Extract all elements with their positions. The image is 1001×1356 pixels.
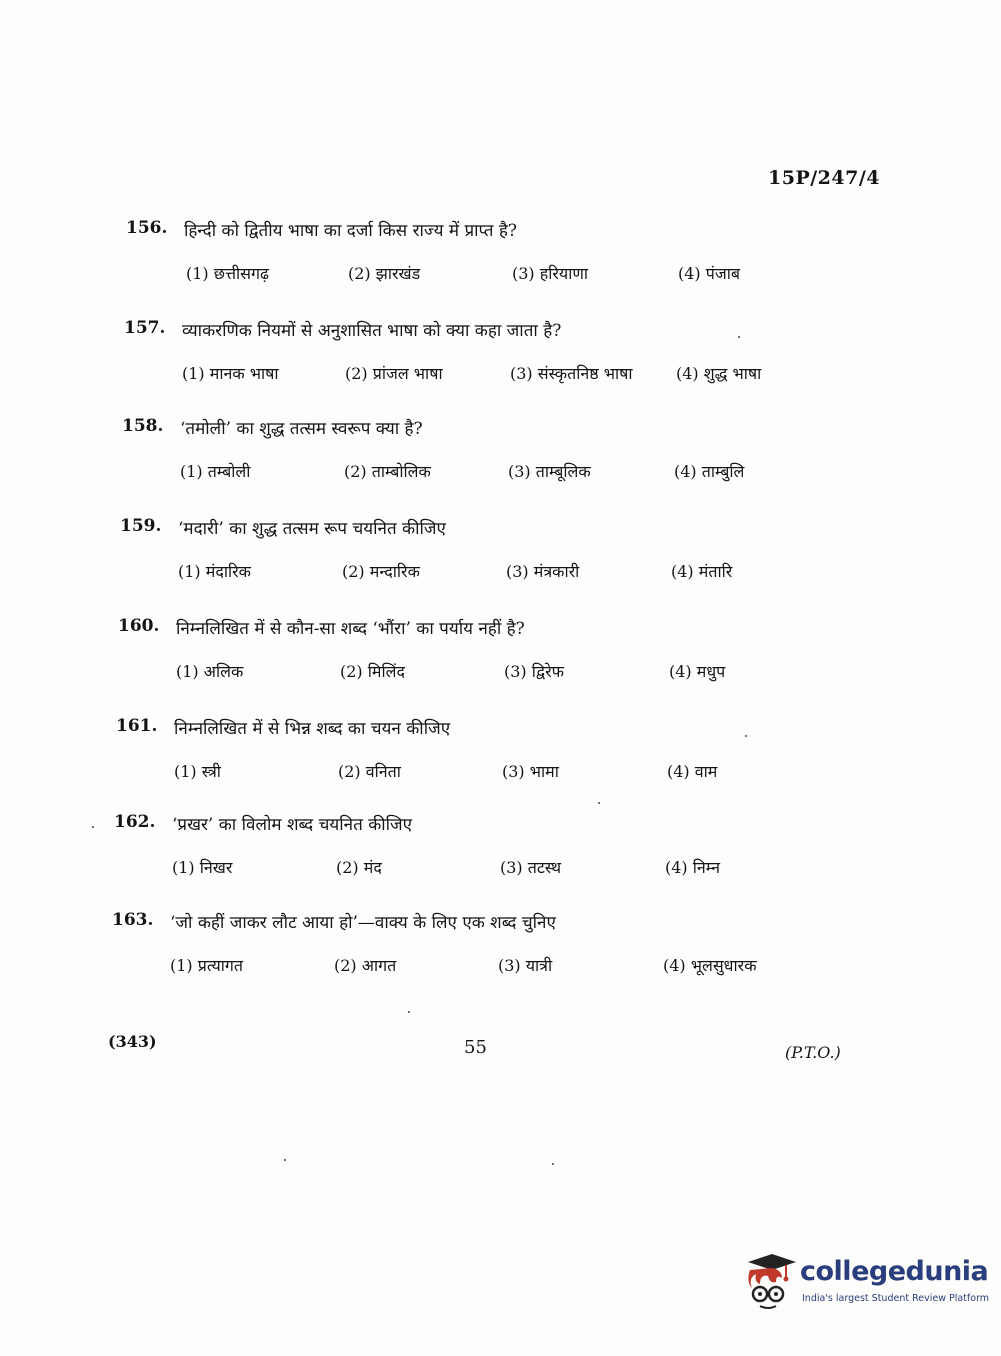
option-4: (4) निम्न (665, 858, 721, 877)
option-4: (4) मधुप (669, 662, 726, 681)
option-1: (1) मंदारिक (178, 562, 251, 581)
paper-code: 15P/247/4 (768, 167, 880, 189)
scan-speck (552, 1163, 554, 1165)
question-text: ‘मदारी’ का शुद्ध तत्सम रूप चयनित कीजिए (178, 519, 446, 539)
option-1: (1) निखर (172, 858, 233, 877)
question-number: 158. (122, 416, 164, 436)
option-2: (2) मिलिंद (340, 662, 405, 681)
option-3: (3) यात्री (498, 956, 553, 975)
question-text: ‘प्रखर’ का विलोम शब्द चयनित कीजिए (172, 815, 413, 835)
option-3: (3) हरियाणा (512, 264, 589, 283)
question-text: निम्नलिखित में से कौन-सा शब्द ‘भौंरा’ का पर्याय नहीं है? (176, 619, 525, 639)
question-number: 159. (120, 516, 162, 536)
option-3: (3) मंत्रकारी (506, 562, 580, 581)
question-text: हिन्दी को द्वितीय भाषा का दर्जा किस राज्य में प्राप्त है? (184, 221, 518, 241)
scan-speck (745, 735, 747, 737)
scan-speck (92, 826, 94, 828)
question-text: ‘जो कहीं जाकर लौट आया हो’—वाक्य के लिए एक शब्द चुनिए (170, 913, 556, 933)
option-2: (2) मंद (336, 858, 382, 877)
option-2: (2) वनिता (338, 762, 401, 781)
scan-speck (738, 336, 740, 338)
question-text: निम्नलिखित में से भिन्न शब्द का चयन कीजिए (174, 719, 451, 739)
option-4: (4) मंतारि (671, 562, 733, 581)
question-number: 161. (116, 716, 158, 736)
option-4: (4) ताम्बुलि (674, 462, 745, 481)
option-2: (2) मन्दारिक (342, 562, 420, 581)
option-1: (1) छत्तीसगढ़ (186, 264, 269, 283)
option-2: (2) प्रांजल भाषा (345, 364, 443, 383)
option-1: (1) प्रत्यागत (170, 956, 244, 975)
collegedunia-logo (742, 1252, 990, 1312)
question-text: ‘तमोली’ का शुद्ध तत्सम स्वरूप क्या है? (180, 419, 423, 439)
scan-speck (598, 802, 600, 804)
question-number: 163. (112, 910, 154, 930)
question-number: 160. (118, 616, 160, 636)
brand-name: collegedunia (800, 1256, 989, 1287)
paper-series-code: (343) (108, 1032, 157, 1051)
scan-speck (408, 1011, 410, 1013)
option-2: (2) झारखंड (348, 264, 421, 283)
question-text: व्याकरणिक नियमों से अनुशासित भाषा को क्या कहा जाता है? (182, 321, 562, 341)
option-1: (1) तम्बोली (180, 462, 251, 481)
question-number: 156. (126, 218, 168, 238)
option-4: (4) पंजाब (678, 264, 740, 283)
scan-speck (284, 1159, 286, 1161)
mascot-icon (742, 1252, 798, 1312)
please-turn-over: (P.T.O.) (785, 1043, 841, 1062)
option-3: (3) द्विरेफ (504, 662, 564, 681)
option-4: (4) शुद्ध भाषा (676, 364, 762, 383)
option-2: (2) ताम्बोलिक (344, 462, 431, 481)
option-3: (3) संस्कृतनिष्ठ भाषा (510, 364, 633, 383)
question-number: 162. (114, 812, 156, 832)
question-number: 157. (124, 318, 166, 338)
option-1: (1) अलिक (176, 662, 244, 681)
option-2: (2) आगत (334, 956, 397, 975)
option-3: (3) ताम्बूलिक (508, 462, 591, 481)
page-number: 55 (464, 1037, 487, 1058)
brand-tagline: India's largest Student Review Platform (802, 1293, 990, 1304)
option-3: (3) भामा (502, 762, 559, 781)
option-1: (1) स्त्री (174, 762, 221, 781)
option-1: (1) मानक भाषा (182, 364, 279, 383)
option-3: (3) तटस्थ (500, 858, 562, 877)
option-4: (4) वाम (667, 762, 718, 781)
option-4: (4) भूलसुधारक (663, 956, 757, 975)
